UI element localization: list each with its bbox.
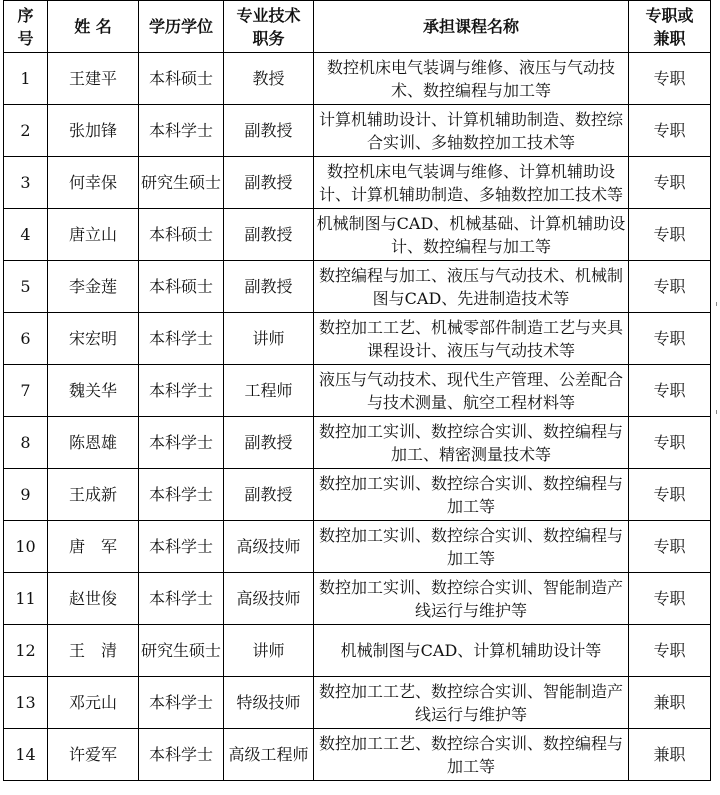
table-row	[4, 521, 711, 573]
header-title-text: 专业技术 职务	[236, 5, 301, 48]
cell-seq: 1	[4, 53, 48, 105]
cell-seq: 5	[4, 261, 48, 313]
cell-type: 专职	[629, 417, 711, 469]
cell-title: 副教授	[224, 157, 314, 209]
cell-courses: 计算机辅助设计、计算机辅助制造、数控综合实训、多轴数控加工技术等	[314, 105, 629, 157]
cell-degree: 本科学士	[139, 365, 224, 417]
cell-name: 王建平	[48, 53, 139, 105]
cell-name: 邓元山	[48, 677, 139, 729]
table-row	[4, 53, 711, 105]
cell-name: 张加锋	[48, 105, 139, 157]
cell-name: 唐立山	[48, 209, 139, 261]
cell-seq: 3	[4, 157, 48, 209]
header-type-text: 专职或 兼职	[645, 5, 694, 48]
cell-courses: 数控加工工艺、机械零部件制造工艺与夹具课程设计、液压与气动技术等	[314, 313, 629, 365]
cell-courses: 数控加工工艺、数控综合实训、智能制造产线运行与维护等	[314, 677, 629, 729]
cell-title: 副教授	[224, 209, 314, 261]
cell-type: 专职	[629, 365, 711, 417]
cell-title: 副教授	[224, 417, 314, 469]
cell-seq: 4	[4, 209, 48, 261]
cell-seq: 14	[4, 729, 48, 781]
cell-type: 兼职	[629, 677, 711, 729]
cell-degree: 本科学士	[139, 417, 224, 469]
table-body	[4, 53, 711, 781]
table-row	[4, 417, 711, 469]
cell-degree: 本科硕士	[139, 261, 224, 313]
cell-courses: 数控加工实训、数控综合实训、数控编程与加工等	[314, 469, 629, 521]
cell-courses: 机械制图与CAD、机械基础、计算机辅助设计、数控编程与加工等	[314, 209, 629, 261]
table-row	[4, 261, 711, 313]
cell-seq: 6	[4, 313, 48, 365]
cell-seq: 13	[4, 677, 48, 729]
cell-name: 何幸保	[48, 157, 139, 209]
cell-seq: 8	[4, 417, 48, 469]
table-row	[4, 677, 711, 729]
table-row	[4, 573, 711, 625]
cell-degree: 本科硕士	[139, 209, 224, 261]
cell-type: 专职	[629, 157, 711, 209]
cell-name: 唐 军	[48, 521, 139, 573]
cell-degree: 本科学士	[139, 521, 224, 573]
header-row	[4, 1, 711, 53]
cell-type: 专职	[629, 573, 711, 625]
cell-courses: 数控加工实训、数控综合实训、数控编程与加工等	[314, 521, 629, 573]
cell-type: 兼职	[629, 729, 711, 781]
cell-type: 专职	[629, 469, 711, 521]
header-degree: 学历学位	[139, 1, 224, 53]
cell-type: 专职	[629, 625, 711, 677]
edge-mark	[716, 410, 717, 414]
cell-degree: 本科学士	[139, 469, 224, 521]
cell-seq: 9	[4, 469, 48, 521]
edge-mark	[716, 302, 717, 306]
cell-seq: 12	[4, 625, 48, 677]
table-row	[4, 469, 711, 521]
faculty-table	[3, 0, 711, 781]
cell-title: 讲师	[224, 625, 314, 677]
table-row	[4, 105, 711, 157]
cell-courses: 数控加工实训、数控综合实训、智能制造产线运行与维护等	[314, 573, 629, 625]
cell-seq: 2	[4, 105, 48, 157]
header-seq-text: 序 号	[17, 5, 34, 48]
table-row	[4, 209, 711, 261]
cell-type: 专职	[629, 105, 711, 157]
cell-courses: 数控编程与加工、液压与气动技术、机械制图与CAD、先进制造技术等	[314, 261, 629, 313]
cell-name: 许爱军	[48, 729, 139, 781]
cell-courses: 数控机床电气装调与维修、液压与气动技术、数控编程与加工等	[314, 53, 629, 105]
table-row	[4, 157, 711, 209]
cell-name: 陈恩雄	[48, 417, 139, 469]
cell-degree: 研究生硕士	[139, 157, 224, 209]
table-row	[4, 729, 711, 781]
cell-type: 专职	[629, 261, 711, 313]
cell-name: 赵世俊	[48, 573, 139, 625]
cell-name: 李金莲	[48, 261, 139, 313]
cell-courses: 机械制图与CAD、计算机辅助设计等	[314, 625, 629, 677]
cell-type: 专职	[629, 521, 711, 573]
cell-name: 魏关华	[48, 365, 139, 417]
cell-degree: 本科硕士	[139, 53, 224, 105]
cell-courses: 数控加工实训、数控综合实训、数控编程与加工、精密测量技术等	[314, 417, 629, 469]
table-row	[4, 625, 711, 677]
cell-seq: 11	[4, 573, 48, 625]
cell-name: 王成新	[48, 469, 139, 521]
cell-title: 高级技师	[224, 573, 314, 625]
header-name: 姓 名	[48, 1, 139, 53]
cell-seq: 10	[4, 521, 48, 573]
cell-title: 副教授	[224, 261, 314, 313]
cell-title: 工程师	[224, 365, 314, 417]
cell-degree: 研究生硕士	[139, 625, 224, 677]
cell-courses: 数控机床电气装调与维修、计算机辅助设计、计算机辅助制造、多轴数控加工技术等	[314, 157, 629, 209]
cell-degree: 本科学士	[139, 573, 224, 625]
cell-degree: 本科学士	[139, 677, 224, 729]
cell-name: 王 清	[48, 625, 139, 677]
cell-degree: 本科学士	[139, 313, 224, 365]
cell-courses: 液压与气动技术、现代生产管理、公差配合与技术测量、航空工程材料等	[314, 365, 629, 417]
cell-name: 宋宏明	[48, 313, 139, 365]
cell-type: 专职	[629, 209, 711, 261]
header-courses: 承担课程名称	[314, 1, 629, 53]
cell-title: 教授	[224, 53, 314, 105]
header-title	[224, 1, 314, 53]
cell-title: 副教授	[224, 469, 314, 521]
cell-degree: 本科学士	[139, 729, 224, 781]
cell-type: 专职	[629, 313, 711, 365]
table-row	[4, 313, 711, 365]
cell-title: 副教授	[224, 105, 314, 157]
cell-title: 高级技师	[224, 521, 314, 573]
header-type	[629, 1, 711, 53]
cell-title: 特级技师	[224, 677, 314, 729]
table-row	[4, 365, 711, 417]
cell-type: 专职	[629, 53, 711, 105]
cell-courses: 数控加工工艺、数控综合实训、数控编程与加工等	[314, 729, 629, 781]
cell-title: 高级工程师	[224, 729, 314, 781]
header-seq	[4, 1, 48, 53]
cell-seq: 7	[4, 365, 48, 417]
cell-degree: 本科学士	[139, 105, 224, 157]
cell-title: 讲师	[224, 313, 314, 365]
